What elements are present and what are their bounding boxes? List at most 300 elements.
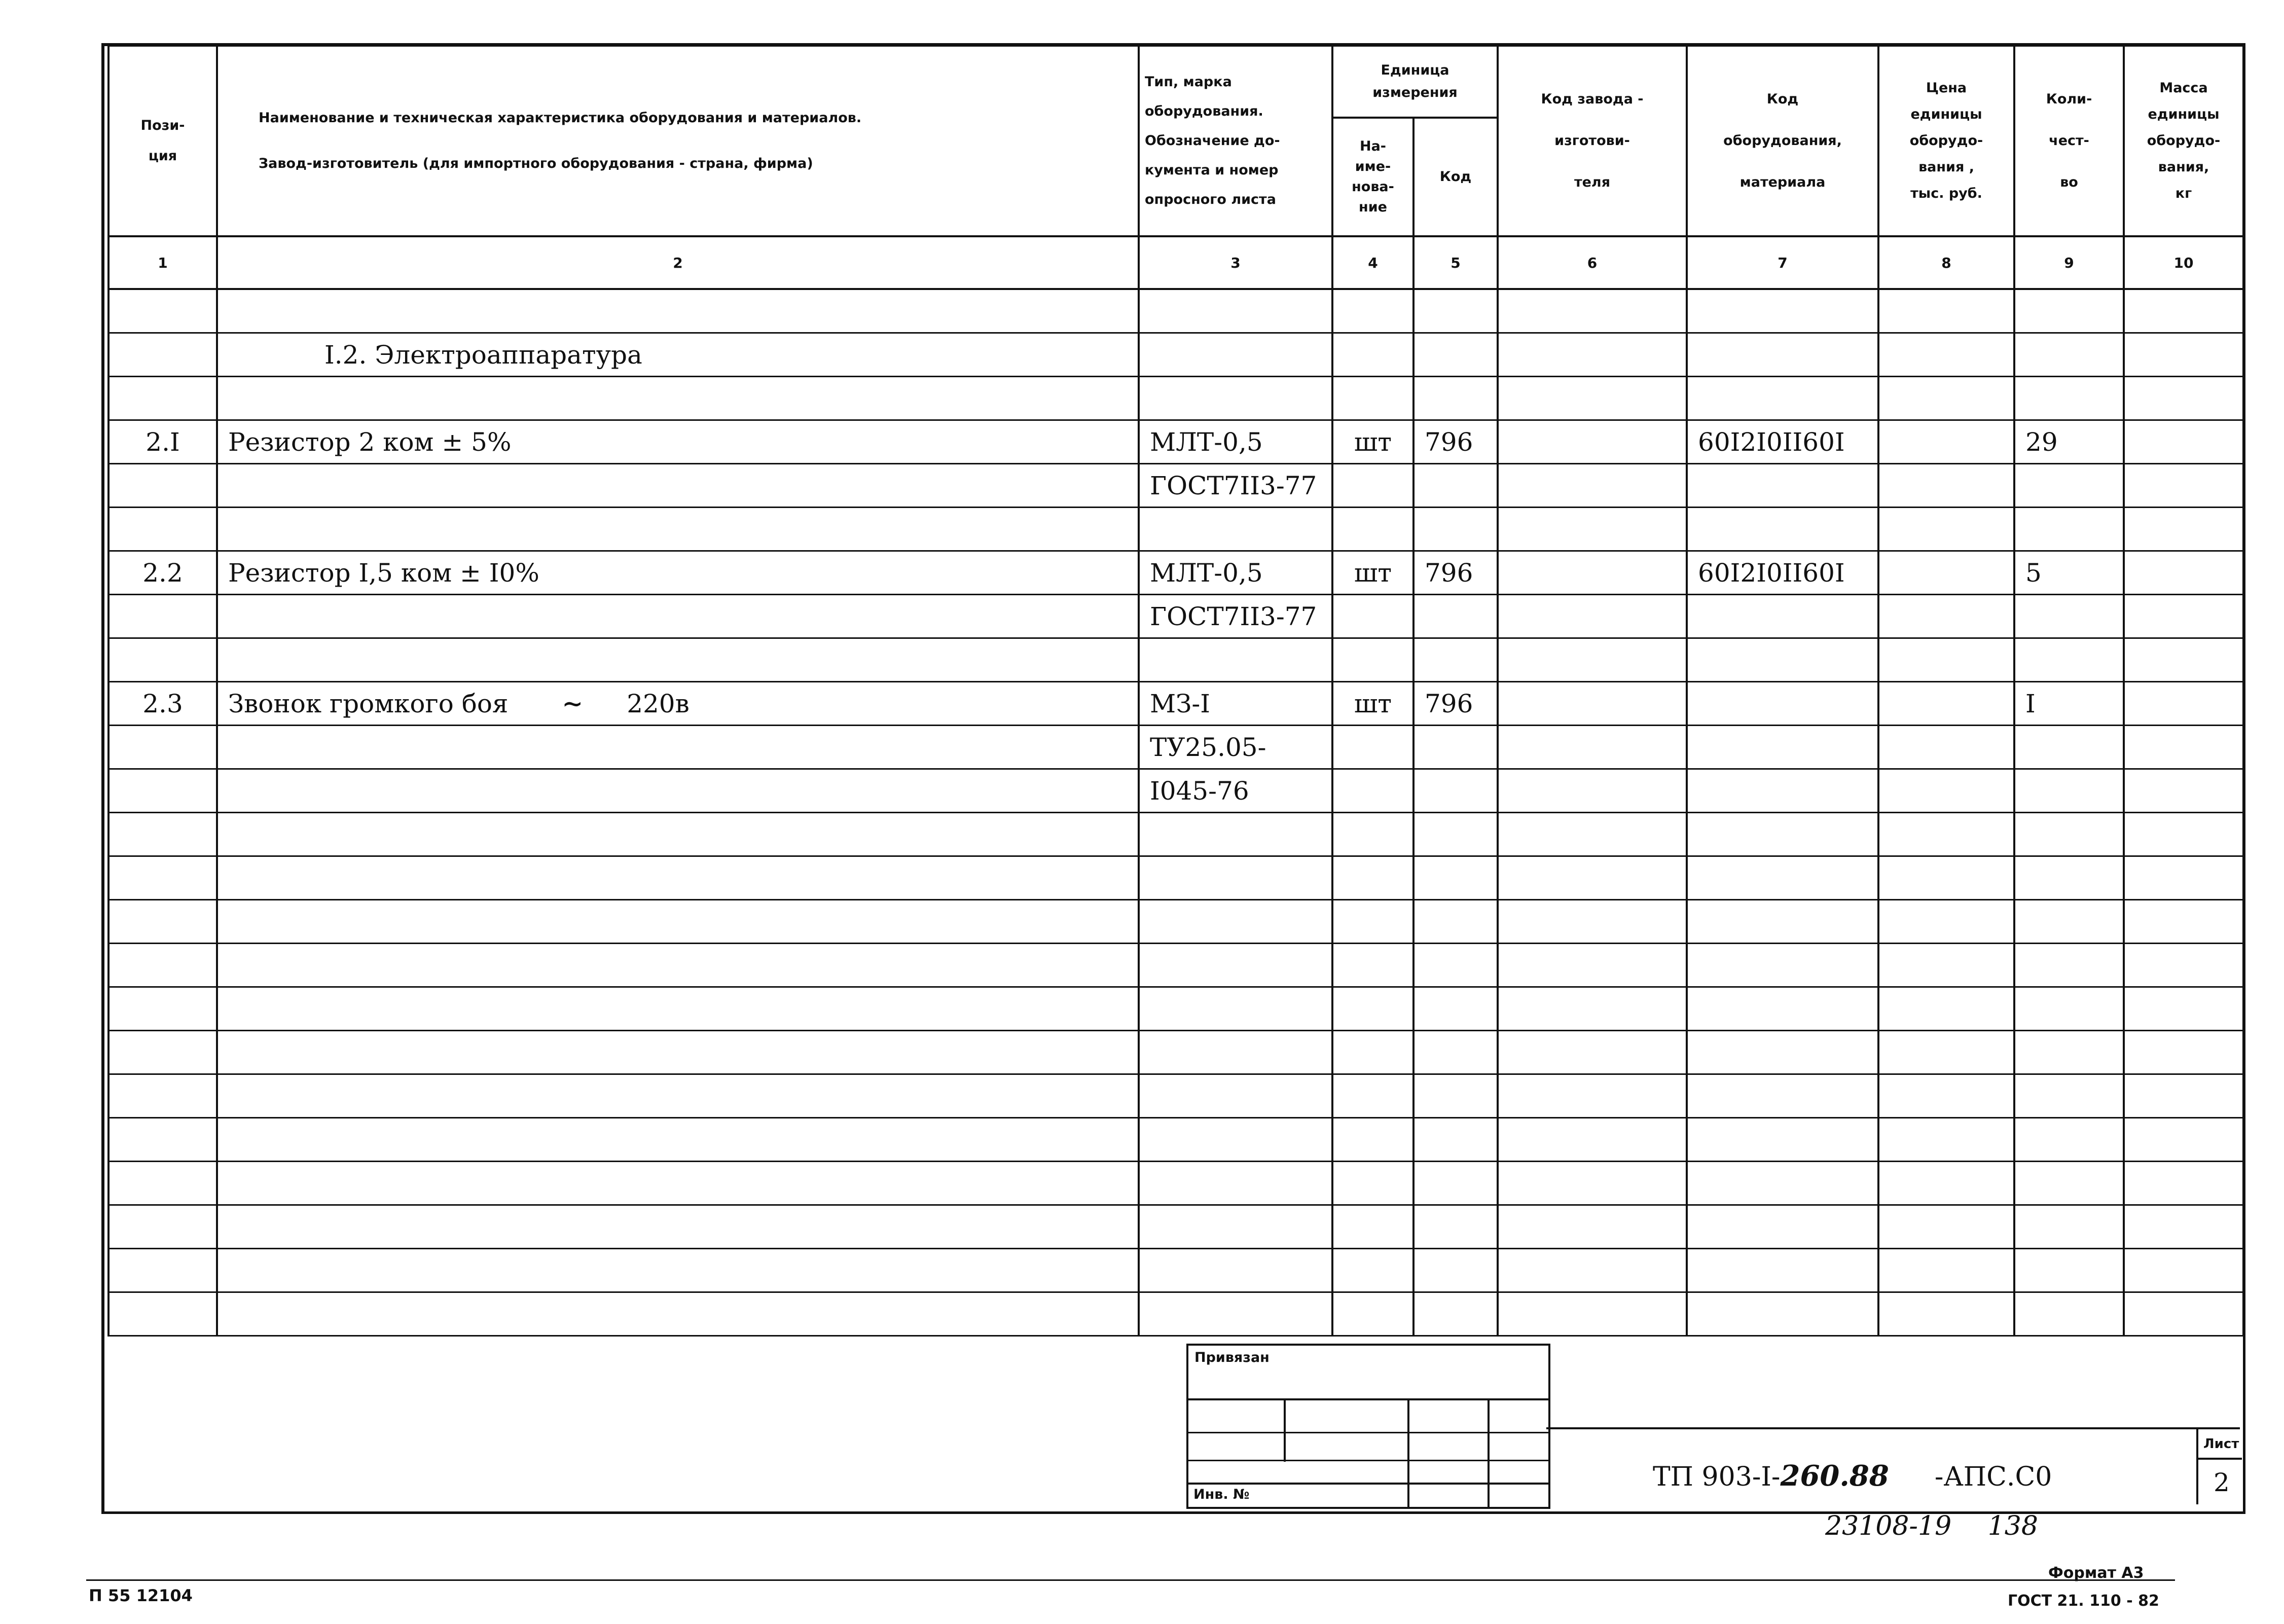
header-type-text: Тип, марка оборудования. Обозначение до- кумента и номер опросного листа bbox=[1145, 74, 1280, 207]
cell bbox=[217, 726, 1139, 769]
row-position: 2.I bbox=[108, 420, 217, 464]
cell bbox=[2124, 1118, 2243, 1162]
header-unit-name-text: На- име- нова- ние bbox=[1352, 138, 1394, 215]
cell bbox=[1139, 1162, 1332, 1205]
cell bbox=[217, 769, 1139, 813]
row-name: Звонок громкого боя bbox=[228, 689, 509, 718]
cell bbox=[1413, 1118, 1498, 1162]
cell bbox=[2124, 1249, 2243, 1292]
cell bbox=[1498, 900, 1687, 944]
cell bbox=[1687, 289, 1878, 333]
cell bbox=[1498, 856, 1687, 900]
cell bbox=[217, 1292, 1139, 1336]
cell bbox=[1687, 638, 1878, 682]
row-quantity: I bbox=[2014, 682, 2124, 726]
cell bbox=[1687, 987, 1878, 1031]
cell bbox=[108, 1074, 217, 1118]
doc-handwritten: 260.88 bbox=[1780, 1459, 1889, 1493]
cell bbox=[217, 944, 1139, 987]
cell bbox=[1413, 464, 1498, 508]
cell bbox=[1878, 289, 2014, 333]
cell bbox=[108, 813, 217, 856]
cell bbox=[1498, 595, 1687, 638]
table-row bbox=[108, 1162, 2243, 1205]
cell bbox=[1878, 508, 2014, 551]
cell bbox=[1687, 595, 1878, 638]
cell bbox=[1332, 987, 1413, 1031]
table-header-row bbox=[108, 46, 2243, 118]
doc-prefix: ТП 903-I- bbox=[1653, 1462, 1781, 1492]
cell bbox=[1498, 508, 1687, 551]
cell bbox=[1413, 595, 1498, 638]
cell bbox=[1139, 1249, 1332, 1292]
table-row bbox=[108, 420, 2243, 464]
cell bbox=[1413, 856, 1498, 900]
cell bbox=[2124, 944, 2243, 987]
cell bbox=[2014, 987, 2124, 1031]
cell bbox=[1687, 1118, 1878, 1162]
row-unit-code: 796 bbox=[1413, 551, 1498, 595]
row-material-code: 60I2I0II60I bbox=[1687, 420, 1878, 464]
cell bbox=[2014, 944, 2124, 987]
cell bbox=[2124, 813, 2243, 856]
tilde-ac-icon: ∼ bbox=[562, 688, 584, 718]
cell bbox=[1332, 377, 1413, 420]
cell bbox=[2124, 900, 2243, 944]
cell bbox=[2124, 333, 2243, 377]
cell bbox=[1139, 856, 1332, 900]
cell bbox=[1413, 813, 1498, 856]
table-row bbox=[108, 377, 2243, 420]
cell bbox=[2014, 1249, 2124, 1292]
cell bbox=[1139, 1074, 1332, 1118]
cell bbox=[1878, 464, 2014, 508]
cell bbox=[2014, 1205, 2124, 1249]
format-label: Формат А3 bbox=[2048, 1564, 2144, 1582]
header-unit-code bbox=[1413, 118, 1498, 236]
cell bbox=[1332, 856, 1413, 900]
row-name: Резистор 2 ком ± 5% bbox=[217, 420, 1139, 464]
cell bbox=[1687, 682, 1878, 726]
cell bbox=[1687, 464, 1878, 508]
header-price bbox=[1878, 46, 2014, 236]
table-row bbox=[108, 1249, 2243, 1292]
cell bbox=[1332, 1162, 1413, 1205]
header-name bbox=[217, 46, 1139, 236]
cell bbox=[2124, 1292, 2243, 1336]
table-row bbox=[108, 987, 2243, 1031]
cell bbox=[1687, 1249, 1878, 1292]
cell bbox=[1498, 1162, 1687, 1205]
cell bbox=[1332, 289, 1413, 333]
cell bbox=[108, 856, 217, 900]
header-position-text: Пози- ция bbox=[140, 118, 185, 164]
cell bbox=[2124, 1074, 2243, 1118]
cell bbox=[2124, 1162, 2243, 1205]
cell bbox=[1878, 638, 2014, 682]
col-num-8: 8 bbox=[1878, 236, 2014, 289]
cell bbox=[1413, 944, 1498, 987]
table-row bbox=[108, 1205, 2243, 1249]
cell bbox=[1332, 1205, 1413, 1249]
header-unit-group-text: Единица измерения bbox=[1372, 62, 1458, 100]
header-quantity bbox=[2014, 46, 2124, 236]
cell bbox=[1413, 508, 1498, 551]
cell bbox=[1413, 289, 1498, 333]
cell bbox=[1139, 813, 1332, 856]
col-num-3: 3 bbox=[1139, 236, 1332, 289]
cell bbox=[1498, 551, 1687, 595]
cell bbox=[1498, 333, 1687, 377]
cell bbox=[1332, 726, 1413, 769]
cell bbox=[1878, 1205, 2014, 1249]
cell bbox=[2124, 464, 2243, 508]
cell bbox=[1332, 1118, 1413, 1162]
cell bbox=[2124, 769, 2243, 813]
cell bbox=[1413, 377, 1498, 420]
cell bbox=[2014, 1118, 2124, 1162]
cell bbox=[1878, 551, 2014, 595]
row-unit-code: 796 bbox=[1413, 682, 1498, 726]
cell bbox=[1878, 900, 2014, 944]
cell bbox=[2014, 726, 2124, 769]
cell bbox=[2124, 987, 2243, 1031]
col-num-2: 2 bbox=[217, 236, 1139, 289]
cell bbox=[1498, 944, 1687, 987]
cell bbox=[108, 900, 217, 944]
row-unit: шт bbox=[1332, 682, 1413, 726]
cell bbox=[108, 638, 217, 682]
cell bbox=[1878, 1292, 2014, 1336]
table-row bbox=[108, 333, 2243, 377]
table-row bbox=[108, 595, 2243, 638]
doc-suffix: -АПС.С0 bbox=[1934, 1462, 2052, 1492]
cell bbox=[2014, 595, 2124, 638]
cell bbox=[1498, 1118, 1687, 1162]
cell bbox=[1413, 333, 1498, 377]
cell bbox=[2014, 813, 2124, 856]
table-row bbox=[108, 551, 2243, 595]
cell bbox=[108, 1292, 217, 1336]
header-mass-text: Масса единицы оборудо- вания, кг bbox=[2147, 80, 2221, 201]
cell bbox=[217, 638, 1139, 682]
cell bbox=[1687, 726, 1878, 769]
archive-page: 138 bbox=[1987, 1511, 2038, 1541]
cell bbox=[1332, 900, 1413, 944]
document-number bbox=[1653, 1459, 2052, 1493]
header-quantity-text: Коли- чест- во bbox=[2046, 91, 2092, 190]
row-unit: шт bbox=[1332, 420, 1413, 464]
cell bbox=[1413, 1031, 1498, 1074]
cell bbox=[1687, 1162, 1878, 1205]
table-row bbox=[108, 1074, 2243, 1118]
col-num-10: 10 bbox=[2124, 236, 2243, 289]
cell bbox=[217, 987, 1139, 1031]
cell bbox=[1413, 1249, 1498, 1292]
cell bbox=[217, 900, 1139, 944]
cell bbox=[217, 1074, 1139, 1118]
cell bbox=[217, 377, 1139, 420]
stamp-line bbox=[1488, 1398, 1490, 1507]
row-type: ГОСТ7II3-77 bbox=[1139, 595, 1332, 638]
row-position: 2.2 bbox=[108, 551, 217, 595]
cell bbox=[1687, 1074, 1878, 1118]
row-unit-code: 796 bbox=[1413, 420, 1498, 464]
cell bbox=[1498, 1249, 1687, 1292]
header-type bbox=[1139, 46, 1332, 236]
cell bbox=[108, 987, 217, 1031]
cell bbox=[1878, 769, 2014, 813]
footer-line bbox=[86, 1579, 2175, 1581]
cell bbox=[108, 377, 217, 420]
header-factory-code-text: Код завода - изготови- теля bbox=[1541, 91, 1644, 190]
stamp-line bbox=[1188, 1432, 1548, 1433]
cell bbox=[2124, 551, 2243, 595]
cell bbox=[2124, 377, 2243, 420]
attachment-stamp bbox=[1186, 1344, 1550, 1509]
cell bbox=[2124, 726, 2243, 769]
cell bbox=[2124, 1205, 2243, 1249]
cell bbox=[1139, 1205, 1332, 1249]
cell bbox=[1139, 1118, 1332, 1162]
cell bbox=[1498, 1292, 1687, 1336]
cell bbox=[1332, 595, 1413, 638]
table-row bbox=[108, 769, 2243, 813]
cell bbox=[108, 289, 217, 333]
cell bbox=[1332, 1292, 1413, 1336]
row-type: МЗ-I bbox=[1139, 682, 1332, 726]
cell bbox=[1498, 420, 1687, 464]
cell bbox=[1139, 377, 1332, 420]
table-row bbox=[108, 813, 2243, 856]
row-material-code: 60I2I0II60I bbox=[1687, 551, 1878, 595]
cell bbox=[1878, 726, 2014, 769]
cell bbox=[1687, 856, 1878, 900]
stamp-line bbox=[1188, 1398, 1548, 1400]
header-name-line1: Наименование и техническая характеристика оборудования и материалов. bbox=[259, 110, 862, 126]
stamp-attached-label: Привязан bbox=[1194, 1350, 1270, 1365]
cell bbox=[2014, 1031, 2124, 1074]
cell bbox=[108, 595, 217, 638]
header-unit-name bbox=[1332, 118, 1413, 236]
cell bbox=[2124, 1031, 2243, 1074]
cell bbox=[1878, 1162, 2014, 1205]
cell bbox=[1498, 1074, 1687, 1118]
cell bbox=[1139, 987, 1332, 1031]
cell bbox=[217, 1249, 1139, 1292]
cell bbox=[217, 856, 1139, 900]
cell bbox=[1498, 289, 1687, 333]
cell bbox=[2014, 900, 2124, 944]
sheet-divider bbox=[2198, 1458, 2242, 1460]
table-row bbox=[108, 1118, 2243, 1162]
header-price-text: Цена единицы оборудо- вания , тыс. руб. bbox=[1909, 80, 1983, 201]
header-mass bbox=[2124, 46, 2243, 236]
cell bbox=[217, 1205, 1139, 1249]
cell bbox=[1687, 1031, 1878, 1074]
row-type: I045-76 bbox=[1139, 769, 1332, 813]
cell bbox=[1139, 1292, 1332, 1336]
stamp-inventory-label: Инв. № bbox=[1193, 1487, 1250, 1502]
col-num-9: 9 bbox=[2014, 236, 2124, 289]
cell bbox=[217, 1118, 1139, 1162]
stamp-line bbox=[1188, 1460, 1548, 1461]
cell bbox=[1878, 1249, 2014, 1292]
specification-table bbox=[107, 45, 2244, 1337]
header-factory-code bbox=[1498, 46, 1687, 236]
cell bbox=[1878, 987, 2014, 1031]
row-position: 2.3 bbox=[108, 682, 217, 726]
archive-number bbox=[1825, 1511, 2038, 1541]
cell bbox=[1687, 900, 1878, 944]
cell bbox=[1878, 420, 2014, 464]
cell bbox=[1413, 769, 1498, 813]
table-row bbox=[108, 1292, 2243, 1336]
cell bbox=[1413, 1292, 1498, 1336]
table-row bbox=[108, 900, 2243, 944]
cell bbox=[1878, 682, 2014, 726]
cell bbox=[1498, 813, 1687, 856]
cell bbox=[2014, 1074, 2124, 1118]
cell bbox=[1139, 508, 1332, 551]
cell bbox=[217, 508, 1139, 551]
cell bbox=[1332, 944, 1413, 987]
cell bbox=[1139, 333, 1332, 377]
cell bbox=[1139, 638, 1332, 682]
row-type: ГОСТ7II3-77 bbox=[1139, 464, 1332, 508]
cell bbox=[1332, 638, 1413, 682]
cell bbox=[2014, 769, 2124, 813]
cell bbox=[1687, 377, 1878, 420]
row-quantity: 29 bbox=[2014, 420, 2124, 464]
header-material-code bbox=[1687, 46, 1878, 236]
cell bbox=[2014, 464, 2124, 508]
cell bbox=[2014, 1162, 2124, 1205]
cell bbox=[1878, 1031, 2014, 1074]
cell bbox=[2014, 289, 2124, 333]
cell bbox=[108, 464, 217, 508]
cell bbox=[1687, 944, 1878, 987]
cell bbox=[1878, 1118, 2014, 1162]
cell bbox=[2014, 333, 2124, 377]
cell bbox=[1332, 464, 1413, 508]
sheet-box bbox=[2196, 1427, 2242, 1504]
cell bbox=[1413, 1162, 1498, 1205]
cell bbox=[1878, 595, 2014, 638]
table-row bbox=[108, 638, 2243, 682]
cell bbox=[1139, 944, 1332, 987]
cell bbox=[1878, 377, 2014, 420]
col-num-7: 7 bbox=[1687, 236, 1878, 289]
stamp-line bbox=[1407, 1398, 1409, 1507]
cell bbox=[1498, 1205, 1687, 1249]
cell bbox=[1878, 333, 2014, 377]
standard-label: ГОСТ 21. 110 - 82 bbox=[2008, 1592, 2159, 1610]
cell bbox=[1878, 813, 2014, 856]
cell bbox=[108, 769, 217, 813]
table-row bbox=[108, 682, 2243, 726]
row-voltage: 220в bbox=[627, 689, 690, 718]
cell bbox=[2124, 856, 2243, 900]
row-name-cell bbox=[217, 682, 1139, 726]
cell bbox=[1139, 289, 1332, 333]
cell bbox=[108, 333, 217, 377]
row-type: ТУ25.05- bbox=[1139, 726, 1332, 769]
cell bbox=[2014, 508, 2124, 551]
header-position bbox=[108, 46, 217, 236]
cell bbox=[108, 726, 217, 769]
left-code: П 55 12104 bbox=[89, 1586, 193, 1605]
cell bbox=[1687, 813, 1878, 856]
stamp-line bbox=[1188, 1483, 1548, 1485]
header-material-code-text: Код оборудования, материала bbox=[1723, 91, 1842, 190]
table-row bbox=[108, 508, 2243, 551]
cell bbox=[1413, 900, 1498, 944]
row-type: МЛТ-0,5 bbox=[1139, 551, 1332, 595]
cell bbox=[1687, 333, 1878, 377]
cell bbox=[1332, 1074, 1413, 1118]
header-unit-code-text: Код bbox=[1439, 169, 1472, 185]
archive-code: 23108-19 bbox=[1825, 1511, 1952, 1541]
row-quantity: 5 bbox=[2014, 551, 2124, 595]
cell bbox=[2014, 856, 2124, 900]
row-unit: шт bbox=[1332, 551, 1413, 595]
table-row bbox=[108, 856, 2243, 900]
cell bbox=[217, 1031, 1139, 1074]
cell bbox=[1687, 1205, 1878, 1249]
cell bbox=[108, 1205, 217, 1249]
cell bbox=[1413, 1074, 1498, 1118]
cell bbox=[1498, 987, 1687, 1031]
sheet-label: Лист bbox=[2203, 1436, 2239, 1452]
cell bbox=[1498, 638, 1687, 682]
stamp-line bbox=[1284, 1398, 1286, 1462]
cell bbox=[1332, 333, 1413, 377]
cell bbox=[1498, 464, 1687, 508]
sheet-number: 2 bbox=[2214, 1468, 2230, 1497]
row-type: МЛТ-0,5 bbox=[1139, 420, 1332, 464]
header-unit-group bbox=[1332, 46, 1498, 118]
table-row bbox=[108, 1031, 2243, 1074]
cell bbox=[2014, 638, 2124, 682]
cell bbox=[108, 1162, 217, 1205]
cell bbox=[1332, 769, 1413, 813]
cell bbox=[1413, 987, 1498, 1031]
col-num-5: 5 bbox=[1413, 236, 1498, 289]
cell bbox=[2124, 682, 2243, 726]
table-row bbox=[108, 944, 2243, 987]
cell bbox=[108, 944, 217, 987]
cell bbox=[2124, 638, 2243, 682]
cell bbox=[217, 1162, 1139, 1205]
cell bbox=[1498, 682, 1687, 726]
col-num-6: 6 bbox=[1498, 236, 1687, 289]
cell bbox=[217, 464, 1139, 508]
table-row bbox=[108, 726, 2243, 769]
cell bbox=[217, 813, 1139, 856]
cell bbox=[1413, 638, 1498, 682]
cell bbox=[2124, 289, 2243, 333]
cell bbox=[108, 1031, 217, 1074]
cell bbox=[2124, 508, 2243, 551]
cell bbox=[1687, 1292, 1878, 1336]
cell bbox=[2014, 377, 2124, 420]
cell bbox=[1332, 1031, 1413, 1074]
col-num-4: 4 bbox=[1332, 236, 1413, 289]
cell bbox=[1498, 769, 1687, 813]
cell bbox=[1332, 508, 1413, 551]
cell bbox=[1498, 1031, 1687, 1074]
